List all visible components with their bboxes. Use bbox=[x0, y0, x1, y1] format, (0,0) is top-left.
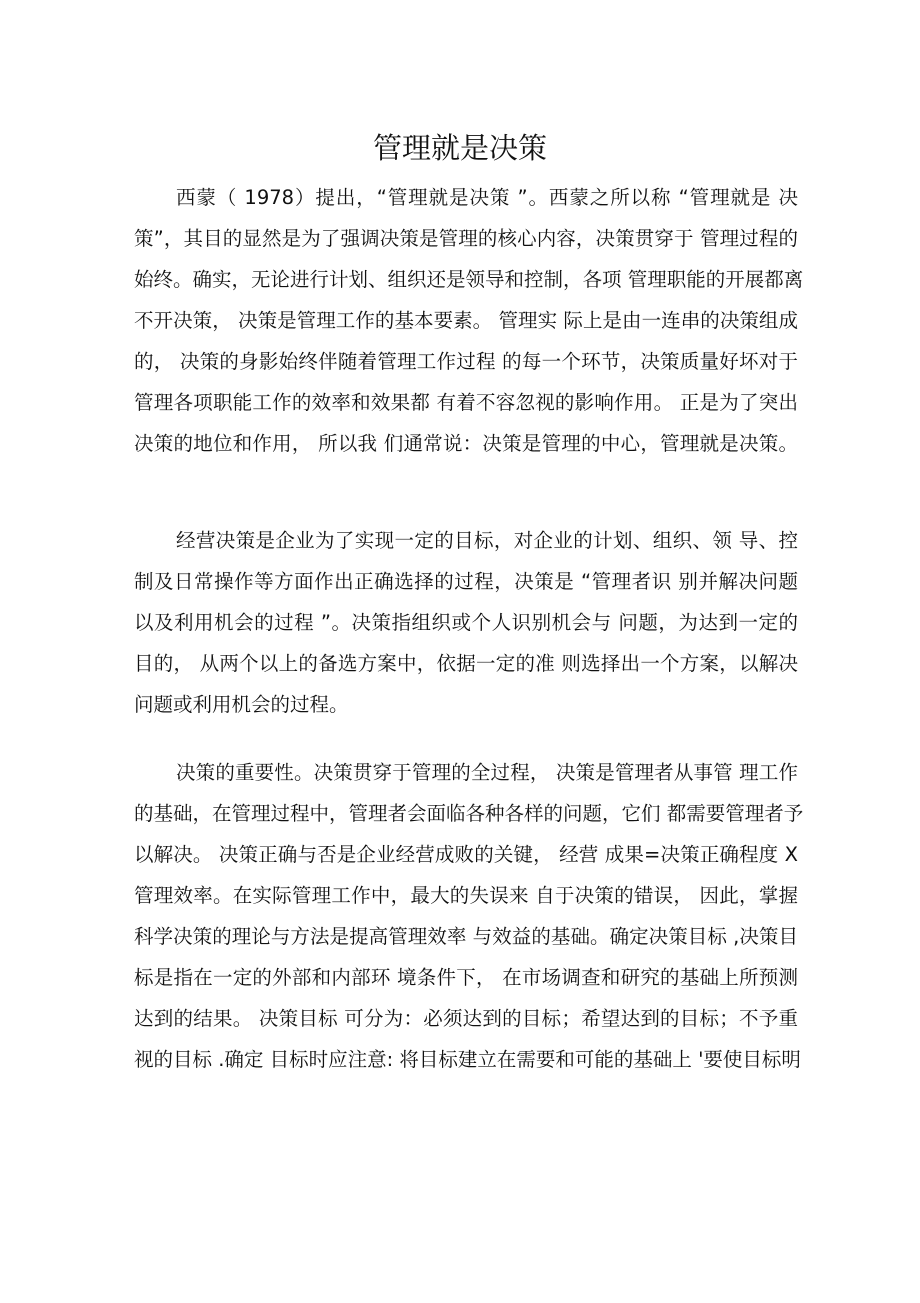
paragraph-2-line-1: 经营决策是企业为了实现一定的目标，对企业的计划、组织、领 导、控 bbox=[176, 529, 798, 552]
paragraph-1-line-1: 西蒙（ 1978）提出，“管理就是决策 ”。西蒙之所以称 “管理就是 决 bbox=[176, 186, 798, 209]
document-title: 管理就是决策 bbox=[372, 131, 547, 165]
paragraph-2-line-4: 目的， 从两个以上的备选方案中，依据一定的准 则选择出一个方案，以解决 bbox=[134, 652, 798, 675]
paragraph-3-line-3: 以解决。 决策正确与否是企业经营成败的关键， 经营 成果=决策正确程度 X bbox=[134, 843, 798, 866]
paragraph-2-line-5: 问题或利用机会的过程。 bbox=[134, 693, 349, 716]
paragraph-1-line-7: 决策的地位和作用， 所以我 们通常说：决策是管理的中心，管理就是决策。 bbox=[134, 432, 798, 455]
paragraph-2-line-2: 制及日常操作等方面作出正确选择的过程，决策是 “管理者识 别并解决问题 bbox=[134, 570, 798, 593]
paragraph-1-line-4: 不开决策， 决策是管理工作的基本要素。 管理实 际上是由一连串的决策组成 bbox=[134, 309, 798, 332]
paragraph-1-line-6: 管理各项职能工作的效率和效果都 有着不容忽视的影响作用。 正是为了突出 bbox=[134, 391, 798, 414]
paragraph-3-line-4: 管理效率。在实际管理工作中，最大的失误来 自于决策的错误， 因此，掌握 bbox=[134, 884, 798, 907]
paragraph-3-line-8: 视的目标 .确定 目标时应注意: 将目标建立在需要和可能的基础上 '要使目标明 bbox=[134, 1048, 801, 1071]
paragraph-3-line-2: 的基础，在管理过程中，管理者会面临各种各样的问题，它们 都需要管理者予 bbox=[134, 802, 804, 825]
paragraph-3-line-7: 达到的结果。 决策目标 可分为：必须达到的目标；希望达到的目标；不予重 bbox=[134, 1007, 798, 1030]
paragraph-3-line-5: 科学决策的理论与方法是提高管理效率 与效益的基础。确定决策目标 ,决策目 bbox=[134, 925, 798, 948]
paragraph-2-line-3: 以及利用机会的过程 ”。决策指组织或个人识别机会与 问题，为达到一定的 bbox=[134, 611, 798, 634]
paragraph-1-line-3: 始终。确实，无论进行计划、组织还是领导和控制，各项 管理职能的开展都离 bbox=[134, 268, 804, 291]
paragraph-3-line-6: 标是指在一定的外部和内部环 境条件下， 在市场调查和研究的基础上所预测 bbox=[134, 966, 798, 989]
paragraph-1-line-5: 的， 决策的身影始终伴随着管理工作过程 的每一个环节，决策质量好坏对于 bbox=[134, 350, 798, 373]
paragraph-1-line-2: 策”，其目的显然是为了强调决策是管理的核心内容，决策贯穿于 管理过程的 bbox=[134, 227, 798, 250]
paragraph-3-line-1: 决策的重要性。决策贯穿于管理的全过程， 决策是管理者从事管 理工作 bbox=[176, 761, 798, 784]
